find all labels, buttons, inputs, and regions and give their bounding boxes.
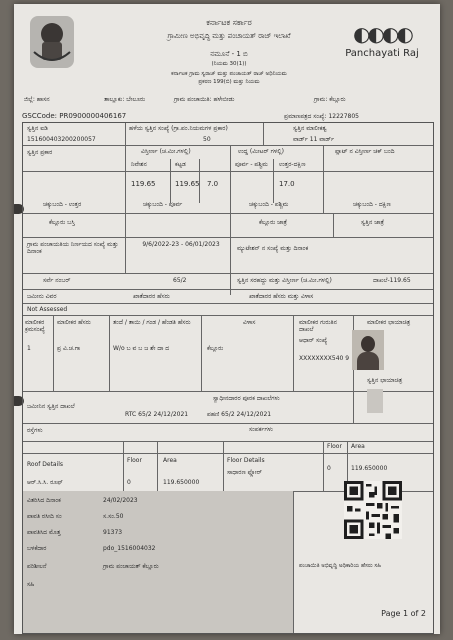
rtc-label: ಜಮೀನಿನ ಸ್ವತ್ತಿನ ದಾಖಲೆ <box>27 403 75 410</box>
rtc-reference: RTC 65/2 24/12/2021 <box>125 411 189 418</box>
owner-photo <box>352 330 384 370</box>
header-line2: ಪ್ರಕರಣ 199(ಬಿ) ಮತ್ತು ನಿಯಮ <box>198 79 260 85</box>
panchayati-raj-logo <box>342 22 422 59</box>
receipt-label: ಪಾವತಿ ರಸೀದಿ ಸಂ <box>27 513 62 520</box>
floor-label-2: Floor <box>327 443 342 450</box>
gram-panchayat: ಗ್ರಾಮ ಪಂಚಾಯಿತಿ: ಹಳೇಬೀಡು <box>174 96 235 103</box>
boundary-north: ಕೆಲ್ಲೂರು ಬಸ್ತಿ <box>49 219 75 226</box>
property-id: 151600403200200057 <box>27 136 96 143</box>
boundary-south: ಸ್ವತ್ತಿನ ಜಾತ್ರೆ <box>361 219 385 226</box>
karnataka-emblem-icon <box>24 12 80 72</box>
floor-type: ಸಾಧಾರಣ ಫ್ಲೋರ್ <box>227 469 262 476</box>
site-area: 119.65 <box>131 180 156 188</box>
header-line1: ಕರ್ನಾಟಕ ಗ್ರಾಮ ಸ್ವರಾಜ್ ಮತ್ತು ಪಂಚಾಯತ್ ರಾಜ್ ಅಧಿನಿಯಮ <box>171 71 287 77</box>
connections-label: ಸಂಪರ್ಕಗಳು <box>249 426 273 433</box>
document-page <box>14 4 440 634</box>
district: ಜಿಲ್ಲೆ: ಹಾಸನ <box>24 96 50 103</box>
taluk: ತಾಲ್ಲೂಕು: ಬೇಲೂರು <box>104 96 146 103</box>
assessment-status: Not Assessed <box>27 306 68 313</box>
area-label: ವಿಸ್ತೀರ್ಣ (ಚ.ಮೀ.ಗಳಲ್ಲಿ) <box>141 148 191 155</box>
property-table <box>22 122 434 634</box>
amount: 91373 <box>103 529 123 536</box>
chakbandi-note-label: ಪ್ಲಾಟ್ ನ ವಿಸ್ತೀರ್ಣ ಚಕ್ ಬಂದಿ <box>335 148 395 155</box>
documents-label: ಸ್ವಾಧೀನದಾರರ ಪೂರಕ ದಾಖಲೆಗಳು <box>213 395 280 402</box>
roof-area: 119.650000 <box>163 479 200 486</box>
survey-number: 65/2 <box>173 277 187 284</box>
east-west: 7.0 <box>207 180 219 188</box>
sub-east-west: ಪೂರ್ವ - ಪಶ್ಚಿಮ <box>235 161 268 168</box>
roads-label: ರಸ್ತೆಗಳು <box>27 427 43 434</box>
ownership-label: ಸ್ವತ್ತಿನ ಮಾಲೀಕತ್ವ <box>293 125 327 132</box>
roof-type: ಆರ್.ಸಿ.ಸಿ. ರೂಫ್ <box>27 479 63 486</box>
receipt: ಸ.ಸಂ.50 <box>103 513 124 520</box>
relation-label: ತಂದೆ / ತಾಯಿ / ಗಂಡ / ಹೆಂಡತಿ ಹೆಸರು <box>113 319 191 326</box>
boundary-north-label: ಚಕ್ಕುಬಂದಿ - ಉತ್ತರ <box>43 201 82 208</box>
plot-label: ಸ್ವತ್ತಿನ ಸರಹದ್ದು ಮತ್ತು ವಿಸ್ತೀರ್ಣ (ಚ.ಮೀ.ಗಳಲ್ಲಿ) <box>237 277 332 284</box>
id-number: XXXXXXXX540 9 <box>299 355 350 362</box>
user: pdo_1516004032 <box>103 545 156 552</box>
area-label-2: Area <box>351 443 365 450</box>
issue-date-label: ವಿತರಿಸಿದ ದಿನಾಂಕ <box>27 497 61 504</box>
address-label: ವಿಳಾಸ <box>243 319 256 326</box>
owner-name: ಪ್ರ ವಿ.ಚ.ಗಾ <box>57 345 81 352</box>
property-photo-label: ಸ್ವತ್ತಿನ ಛಾಯಾಚಿತ್ರ <box>367 377 403 384</box>
type-label: ಸ್ವತ್ತಿನ ಪ್ರಕಾರ <box>27 149 53 156</box>
sub-site: ನಿವೇಶನ <box>131 161 147 168</box>
amount-label: ಪಾವತಿಸಿದ ಮೊತ್ತ <box>27 529 61 536</box>
certificate-number: ಪ್ರಮಾಣಪತ್ರದ ಸಂಖ್ಯೆ: 12227805 <box>284 113 359 120</box>
north-south: 17.0 <box>279 180 295 188</box>
property-photo <box>367 389 383 413</box>
floor-number: 0 <box>327 465 331 472</box>
page-number: Page 1 of 2 <box>381 609 426 618</box>
header-rule: ನಮೂನೆ - 1 ಬಿ <box>210 50 248 58</box>
area-label-roof: Area <box>163 457 177 464</box>
boundary-south-label: ಚಕ್ಕುಬಂದಿ - ದಕ್ಷಿಣ <box>353 201 391 208</box>
header-state: ಕರ್ನಾಟಕ ಸರ್ಕಾರ <box>206 18 252 27</box>
floor-label: Floor <box>127 457 142 464</box>
floor-area: 119.650000 <box>351 465 388 472</box>
gsc-code: GSCCode: PR0900000406167 <box>22 112 127 120</box>
owner-relation: W/o ಬ ವ ಬ ಜ ಶೇ ದಾ ದ <box>113 345 170 352</box>
property-id-label: ಸ್ವತ್ತಿನ ಐಡಿ <box>27 125 48 132</box>
issue-section-bg <box>23 491 293 633</box>
owner-sl: 1 <box>27 345 31 352</box>
roof-floor: 0 <box>127 479 131 486</box>
issue-date: 24/02/2023 <box>103 497 138 504</box>
survey-label: ಸರ್ವೆ ನಂಬರ್ <box>43 277 71 284</box>
id-type: ಆಧಾರ್ ಸಂಖ್ಯೆ <box>299 337 328 344</box>
old-number: 50 <box>203 136 211 143</box>
stamp-text: ಗ್ರಾಮ ಪಂಚಾಯತ್ ಕೆಲ್ಲೂರು <box>103 563 159 570</box>
owner-photo-label: ಮಾಲೀಕರ ಛಾಯಾಚಿತ್ರ <box>367 319 411 326</box>
header-rule-sub: (ನಿಯಮ 30(1)) <box>211 61 247 67</box>
boundary-east-label: ಚಕ್ಕುಬಂದಿ - ಪೂರ್ವ <box>143 201 183 208</box>
ownership: ವಾರ್ಡ್ 11 ವಾರ್ಡ್ <box>293 136 335 143</box>
khatedar-label: ಖಾತೆದಾರರ ಹೆಸರು <box>133 293 170 300</box>
building-area: 119.65 <box>175 180 200 188</box>
mutation-reference: ಪಹಣಿ 65/2 24/12/2021 <box>207 411 272 418</box>
owner-name-label: ಮಾಲೀಕರ ಹೆಸರು <box>57 319 91 326</box>
header-dept: ಗ್ರಾಮೀಣ ಅಭಿವೃದ್ಧಿ ಮತ್ತು ಪಂಚಾಯತ್ ರಾಜ್ ಇಲಾಖೆ <box>167 32 291 40</box>
floor-details-label: Floor Details <box>227 457 265 464</box>
plot-value: ದಾಖಲೆ-119.65 <box>373 277 411 284</box>
boundary-west-label: ಚಕ್ಕುಬಂದಿ - ಪಶ್ಚಿಮ <box>249 201 289 208</box>
roof-details-label: Roof Details <box>27 461 64 468</box>
user-label: ಬಳಕೆದಾರ <box>27 545 47 552</box>
mutation-label: ಮ್ಯುಟೇಶನ್ ನ ಸಂಖ್ಯೆ ಮತ್ತು ದಿನಾಂಕ <box>237 245 309 252</box>
sign-label: ಸಹಿ <box>27 581 35 588</box>
logo-text: Panchayati Raj <box>345 48 419 59</box>
old-number-label: ಹಳೆಯ ಸ್ವತ್ತಿನ ಸಂಖ್ಯೆ (ಗ್ರಾ.ಪಂ.ನಿಯಮಗಳ ಪ್ರಕಾರ) <box>129 125 228 132</box>
sub-north-south: ಉತ್ತರ-ದಕ್ಷಿಣ <box>279 161 306 168</box>
sub-building: ಕಟ್ಟಡ <box>175 161 186 168</box>
owner-sl-label: ಮಾಲೀಕರ ಕ್ರಮಸಂಖ್ಯೆ <box>25 319 45 333</box>
officer-label: ಪಂಚಾಯಿತಿ ಅಭಿವೃದ್ಧಿ ಅಧಿಕಾರಿಯ ಹೆಸರು ಸಹಿ <box>299 563 382 569</box>
land-details-label: ಜಮೀನು ವಿವರ <box>27 293 57 300</box>
village: ಗ್ರಾಮ: ಕೆಲ್ಲೂರು <box>314 96 346 103</box>
verify-label: ಪರಿಶೀಲನೆ <box>27 563 47 570</box>
id-proof-label: ಮಾಲೀಕರ ಗುರುತಿನ ದಾಖಲೆ <box>299 319 337 333</box>
width-label: ಉದ್ದ (ಮೀಟರ್ ಗಳಲ್ಲಿ) <box>238 148 285 155</box>
owner-address: ಕೆಲ್ಲೂರು <box>207 345 224 352</box>
boundary-west: ಕೆಲ್ಲೂರು ಜಾತ್ರೆ <box>259 219 287 226</box>
meeting-resolution: 9/6/2022-23 - 06/01/2023 <box>142 241 220 248</box>
khatedar-address-label: ಖಾತೆದಾರರ ಹೆಸರು ಮತ್ತು ವಿಳಾಸ <box>249 293 314 300</box>
meeting-label: ಗ್ರಾಮ ಪಂಚಾಯತಿಯ ನಿರ್ಣಯದ ಸಂಖ್ಯೆ ಮತ್ತು ದಿನಾಂಕ <box>27 241 119 255</box>
people-logo-icon: ◐◐◐◐ <box>353 22 411 46</box>
qr-code-icon <box>344 478 402 542</box>
